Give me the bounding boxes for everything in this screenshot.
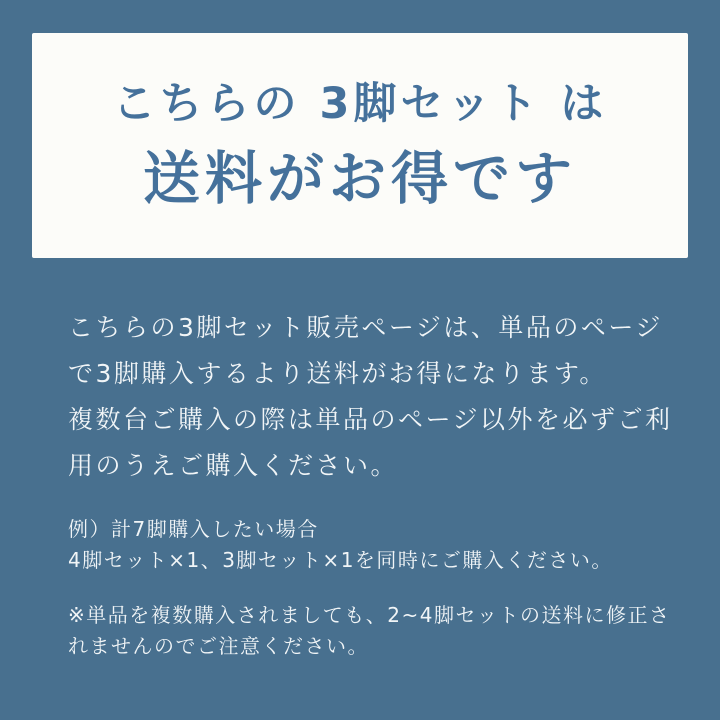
body-line: 複数台ご購入の際は単品のページ以外を必ずご利 <box>68 405 673 434</box>
headline-line1: こちらの 3脚セット は <box>112 79 608 130</box>
body-line: こちらの3脚セット販売ページは、単品のページ <box>68 313 663 342</box>
body-paragraph <box>68 305 673 489</box>
caution-note <box>68 600 670 662</box>
example-line: 例）計7脚購入したい場合 <box>68 517 319 541</box>
caution-line: れませんのでご注意ください。 <box>68 634 369 658</box>
headline-card <box>32 33 688 258</box>
example-note <box>68 514 613 576</box>
body-line: 用のうえご購入ください。 <box>68 451 399 480</box>
body-line: で3脚購入するより送料がお得になります。 <box>68 359 607 388</box>
example-line: 4脚セット×1、3脚セット×1を同時にご購入ください。 <box>68 548 613 572</box>
headline-line2: 送料がお得です <box>143 145 577 212</box>
caution-line: ※単品を複数購入されましても、2~4脚セットの送料に修正さ <box>68 603 671 627</box>
